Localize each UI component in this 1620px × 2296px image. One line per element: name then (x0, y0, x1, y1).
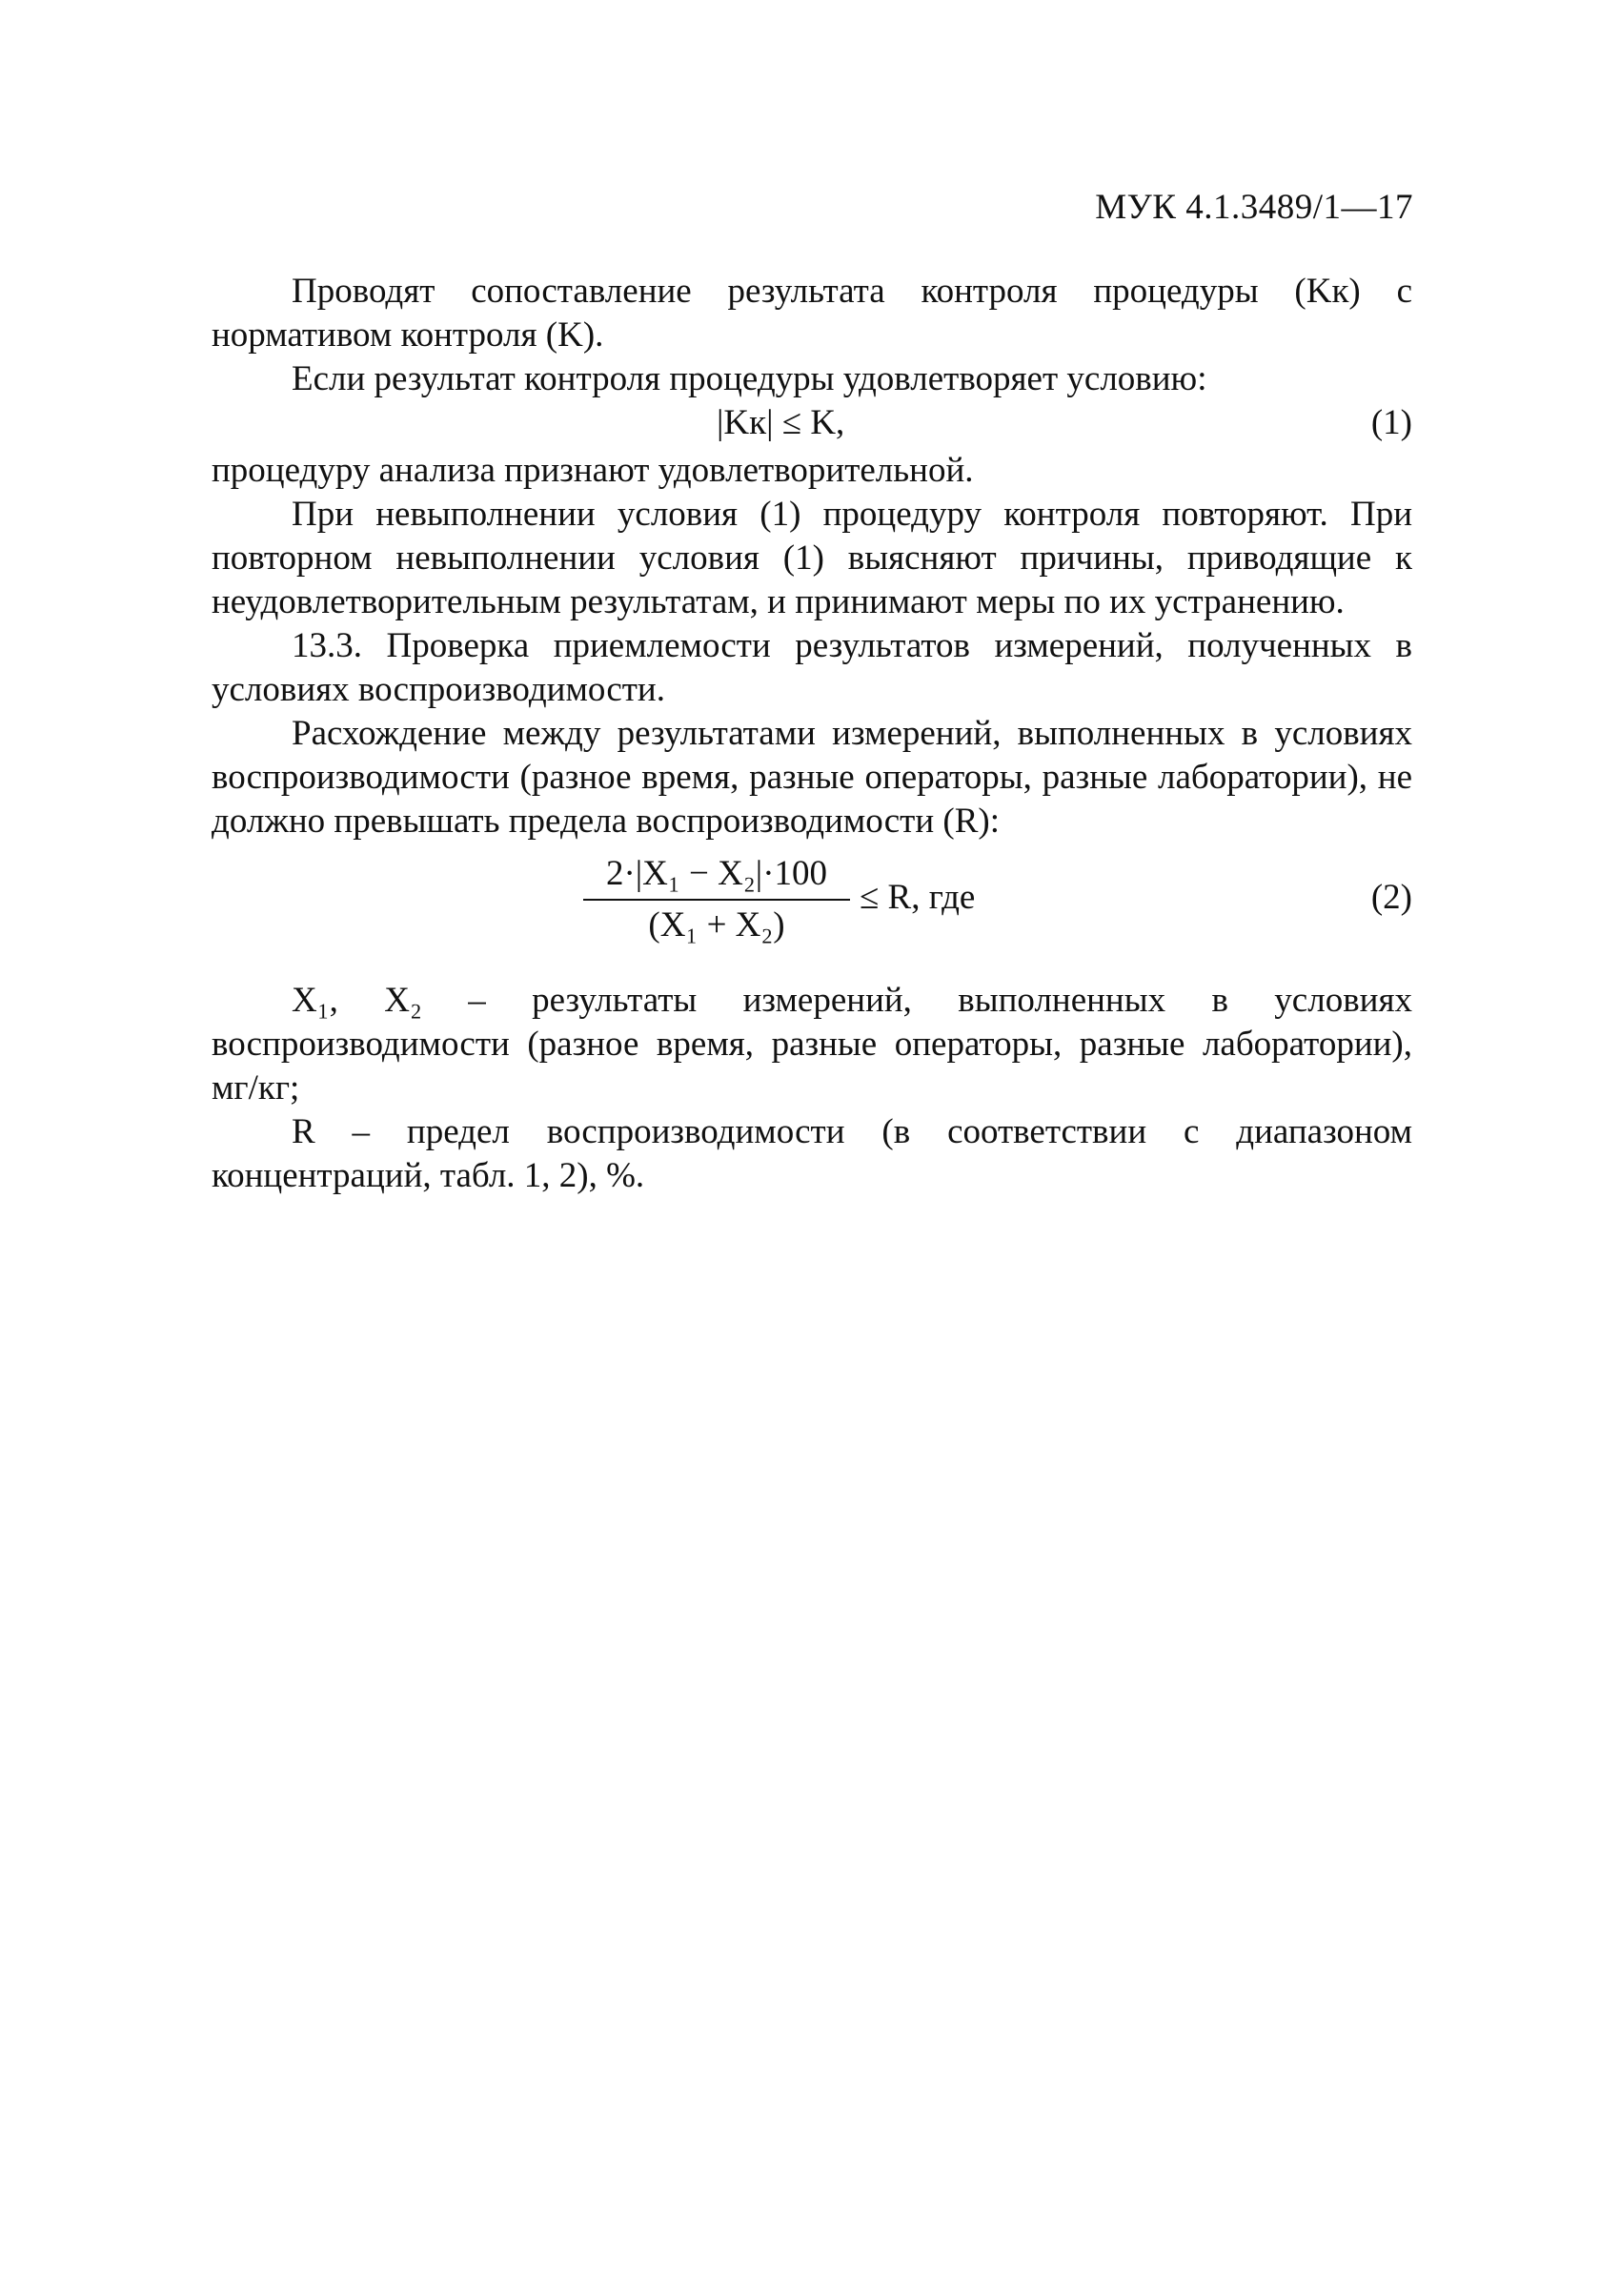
paragraph-section-13-3: 13.3. Проверка приемлемости результатов измерений, полученных в условиях воспроизводимости. (212, 626, 1412, 709)
fraction-bar (583, 899, 850, 901)
running-head: МУК 4.1.3489/1—17 (1095, 188, 1413, 227)
body-text (212, 270, 1412, 1198)
formula-2-tail: ≤ R, где (860, 878, 976, 917)
formula-2-numerator: 2·|X₁ − X₂|·100 (605, 854, 828, 893)
paragraph-satisfactory: процедуру анализа признают удовлетворительной. (212, 451, 974, 490)
formula-2-row (212, 853, 1412, 979)
formula-2-fraction (583, 853, 850, 946)
formula-2-denominator: (X₁ + X₂) (648, 905, 785, 945)
formula-1-row (212, 401, 1412, 449)
formula-1-number: (1) (1370, 403, 1412, 442)
paragraph-x-definition: X₁, X₂ – результаты измерений, выполненных в условиях воспроизводимости (разное время, разные операторы, разные лаборатории), мг/кг; (212, 981, 1412, 1107)
formula-2-number: (2) (1370, 878, 1412, 917)
paragraph-reproducibility: Расхождение между результатами измерений, выполненных в условиях воспроизводимости (разное время, разные операторы, разные лаборатории), не должно превышать предела воспроизводимости (R): (212, 714, 1412, 841)
paragraph-repeat-control: При невыполнении условия (1) процедуру контроля повторяют. При повторном невыполнении условия (1) выясняют причины, приводящие к неудовлетворительным результатам, и принимают меры по их устранению. (212, 495, 1412, 621)
paragraph-condition-intro: Если результат контроля процедуры удовлетворяет условию: (292, 359, 1207, 398)
paragraph-comparison: Проводят сопоставление результата контроля процедуры (Kк) с нормативом контроля (K). (212, 272, 1412, 355)
formula-1: |Kк| ≤ K, (717, 403, 845, 442)
paragraph-r-definition: R – предел воспроизводимости (в соответствии с диапазоном концентраций, табл. 1, 2), %. (212, 1112, 1412, 1195)
